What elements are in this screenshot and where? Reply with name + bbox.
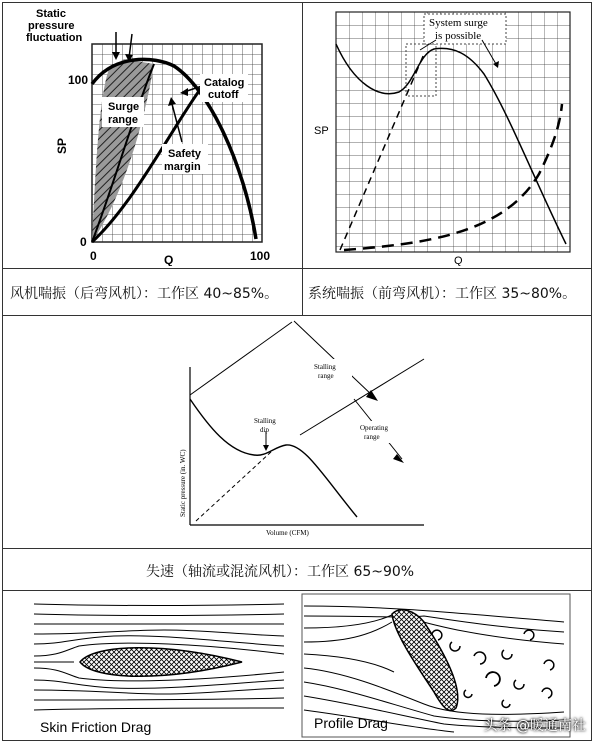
y-axis-label: Static pressure (in. WC) — [179, 449, 187, 517]
divider — [2, 548, 592, 549]
annotation-line1: System surge — [429, 17, 488, 29]
stalling-dip-label1: Stalling — [254, 417, 276, 425]
stalling-range-label2: range — [318, 372, 334, 380]
catalog-label: Catalog — [204, 77, 245, 89]
annotation-line2: is possible — [435, 30, 482, 42]
watermark: 头条 @暖通南社 — [483, 718, 586, 734]
fluctuation-label: fluctuation — [26, 32, 83, 44]
operating-range-label2: range — [364, 433, 380, 441]
caption-stall: 失速（轴流或混流风机）：工作区 65~90% — [146, 564, 415, 580]
profile-drag-label: Profile Drag — [314, 715, 388, 731]
x-axis-label: Volume (CFM) — [266, 529, 309, 537]
margin-label: margin — [164, 161, 201, 173]
divider — [2, 268, 592, 269]
y-tick-100: 100 — [68, 73, 89, 87]
static-label: Static — [36, 8, 66, 20]
operating-range-label1: Operating — [360, 424, 388, 432]
fan-surge-chart — [4, 4, 300, 266]
caption-fan-surge: 风机喘振（后弯风机）：工作区 40~85%。 — [10, 286, 279, 302]
y-axis-label: SP — [55, 137, 69, 154]
caption-system-surge: 系统喘振（前弯风机）：工作区 35~80%。 — [308, 286, 577, 302]
safety-label: Safety — [168, 148, 202, 160]
cutoff-label: cutoff — [208, 89, 239, 101]
x-axis-label: Q — [454, 255, 463, 266]
y-tick-0: 0 — [80, 235, 87, 249]
y-axis-label: SP — [314, 125, 329, 137]
stalling-range-label1: Stalling — [314, 363, 336, 371]
x-tick-0: 0 — [90, 249, 97, 263]
skin-friction-label: Skin Friction Drag — [40, 719, 152, 735]
divider — [302, 2, 303, 315]
system-surge-chart — [304, 4, 590, 266]
x-tick-100: 100 — [250, 249, 271, 263]
x-axis-label: Q — [164, 253, 174, 266]
stall-chart — [4, 317, 590, 547]
divider — [2, 315, 592, 316]
surge-label: Surge — [108, 101, 140, 113]
skin-friction-diagram — [34, 604, 284, 735]
range-label: range — [108, 114, 138, 126]
stalling-dip-label2: dip — [260, 426, 269, 434]
pressure-label: pressure — [28, 20, 75, 32]
divider — [2, 590, 592, 591]
